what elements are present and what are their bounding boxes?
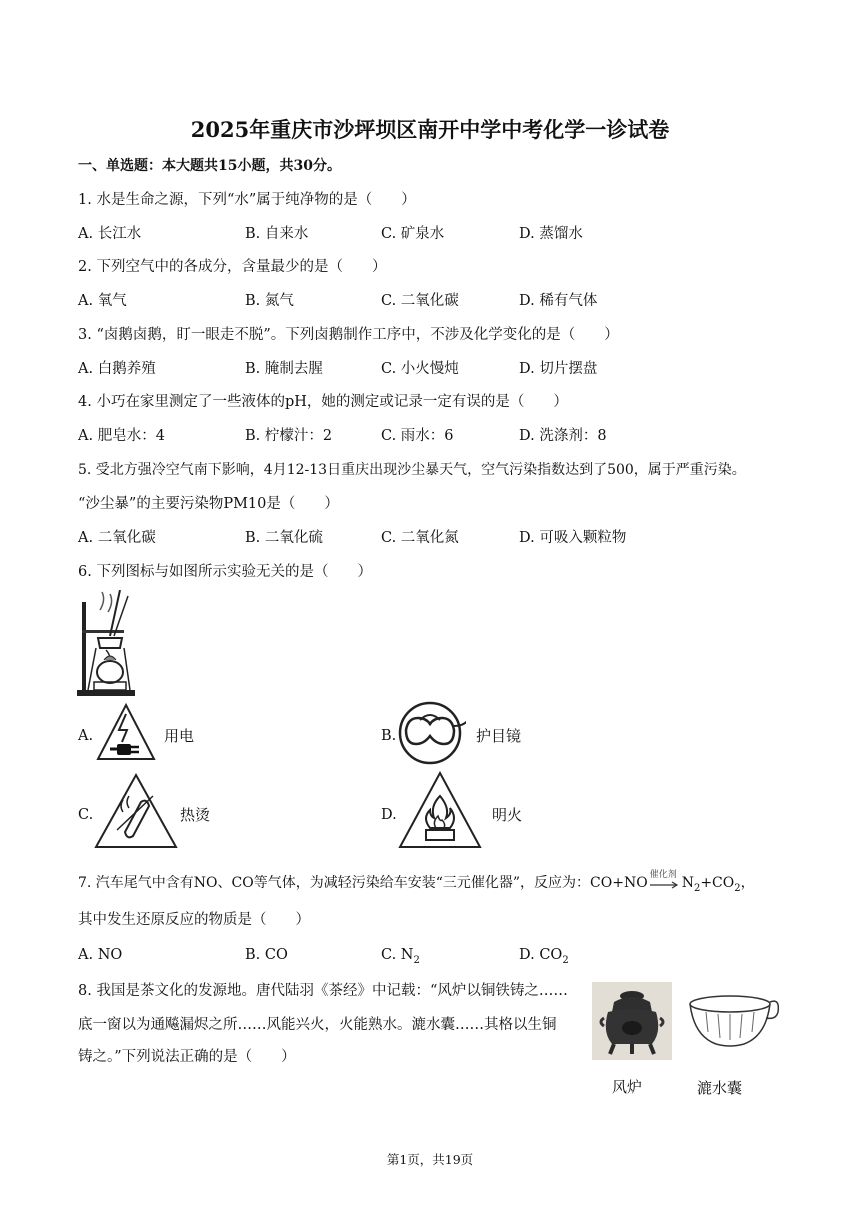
- electricity-hazard-icon: [95, 702, 157, 762]
- q6-option-b-letter: B.: [381, 728, 397, 744]
- q6-option-d-letter: D.: [381, 807, 397, 823]
- goggles-icon: [398, 700, 466, 766]
- hot-surface-icon: [93, 772, 179, 850]
- q1-option-d: D. 蒸馏水: [519, 226, 583, 242]
- question-8-line2: 底一窗以为通飚漏烬之所……风能兴火，火能熟水。漉水囊……其格以生铜: [78, 1017, 557, 1033]
- q6-option-a-label: 用电: [164, 727, 195, 745]
- q5-option-b: B. 二氧化硫: [245, 530, 323, 546]
- question-3-stem: 3. “卤鹅卤鹅，盯一眼走不脱”。下列卤鹅制作工序中，不涉及化学变化的是（ ）: [78, 327, 619, 343]
- question-7-stem-line2: 其中发生还原反应的物质是（ ）: [78, 912, 310, 928]
- q7-option-b: B. CO: [245, 947, 288, 963]
- q6-option-c-label: 热烫: [180, 806, 211, 824]
- q7-option-d: D. $CO_2$: [519, 947, 569, 966]
- question-6-stem: 6. 下列图标与如图所示实验无关的是（ ）: [78, 564, 372, 580]
- page-title: 2025年重庆市沙坪坝区南开中学中考化学一诊试卷: [190, 117, 670, 142]
- question-5-stem-line2: “沙尘暴”的主要污染物PM10是（ ）: [78, 496, 339, 512]
- q5-option-d: D. 可吸入颗粒物: [519, 530, 627, 546]
- q1-option-a: A. 长江水: [78, 226, 142, 242]
- q7-option-c: C. $N_2$: [381, 947, 420, 966]
- question-1-stem: 1. 水是生命之源，下列“水”属于纯净物的是（ ）: [78, 192, 416, 208]
- experiment-apparatus-image: [76, 590, 142, 698]
- question-8-line1: 8. 我国是茶文化的发源地。唐代陆羽《茶经》中记载：“风炉以铜铁铸之……: [78, 983, 568, 999]
- question-8-line3: 铸之。”下列说法正确的是（ ）: [78, 1049, 296, 1065]
- open-flame-icon: [398, 770, 482, 850]
- q4-option-b: B. 柠檬汁：2: [245, 428, 333, 444]
- reaction-arrow: [648, 870, 682, 893]
- q4-option-d: D. 洗涤剂：8: [519, 428, 607, 444]
- q5-option-a: A. 二氧化碳: [78, 530, 156, 546]
- wind-stove-image: [592, 982, 672, 1060]
- q6-option-a-letter: A.: [78, 728, 94, 744]
- water-filter-bag-image: [686, 992, 782, 1052]
- q6-option-b-label: 护目镜: [476, 727, 522, 745]
- q2-option-d: D. 稀有气体: [519, 293, 598, 309]
- question-4-stem: 4. 小巧在家里测定了一些液体的pH，她的测定或记录一定有误的是（ ）: [78, 394, 568, 410]
- q2-option-b: B. 氮气: [245, 293, 294, 309]
- q6-option-d-label: 明火: [492, 806, 523, 824]
- wind-stove-caption: 风炉: [612, 1078, 643, 1096]
- q3-option-c: C. 小火慢炖: [381, 361, 459, 377]
- question-2-stem: 2. 下列空气中的各成分，含量最少的是（ ）: [78, 259, 387, 275]
- q4-option-a: A. 肥皂水：4: [78, 428, 165, 444]
- q3-option-d: D. 切片摆盘: [519, 361, 598, 377]
- q6-option-c-letter: C.: [78, 807, 94, 823]
- q1-option-b: B. 自来水: [245, 226, 309, 242]
- product-co2: $+CO_2$: [700, 875, 741, 894]
- q7-option-a: A. NO: [78, 947, 123, 963]
- catalyst-label: 催化剂: [649, 870, 677, 880]
- question-5-stem-line1: 5. 受北方强冷空气南下影响，4月12-13日重庆出现沙尘暴天气，空气污染指数达到了500，属于严重污染。: [78, 462, 746, 478]
- q7-stem-end: ，: [740, 875, 755, 891]
- q4-option-c: C. 雨水：6: [381, 428, 454, 444]
- section-heading: 一、单选题：本大题共15小题，共30分。: [78, 158, 341, 174]
- q7-stem-text: 7. 汽车尾气中含有NO、CO等气体，为减轻污染给车安装“三元催化器”，反应为：CO+NO: [78, 875, 648, 891]
- water-filter-bag-caption: 漉水囊: [697, 1079, 743, 1097]
- q3-option-a: A. 白鹅养殖: [78, 361, 156, 377]
- q3-option-b: B. 腌制去腥: [245, 361, 323, 377]
- q2-option-a: A. 氧气: [78, 293, 127, 309]
- question-7-stem-line1: [78, 870, 755, 894]
- page-footer: 第1页，共19页: [386, 1152, 474, 1167]
- product-n2: $N_2$: [681, 875, 701, 894]
- q1-option-c: C. 矿泉水: [381, 226, 445, 242]
- q2-option-c: C. 二氧化碳: [381, 293, 459, 309]
- q5-option-c: C. 二氧化氮: [381, 530, 459, 546]
